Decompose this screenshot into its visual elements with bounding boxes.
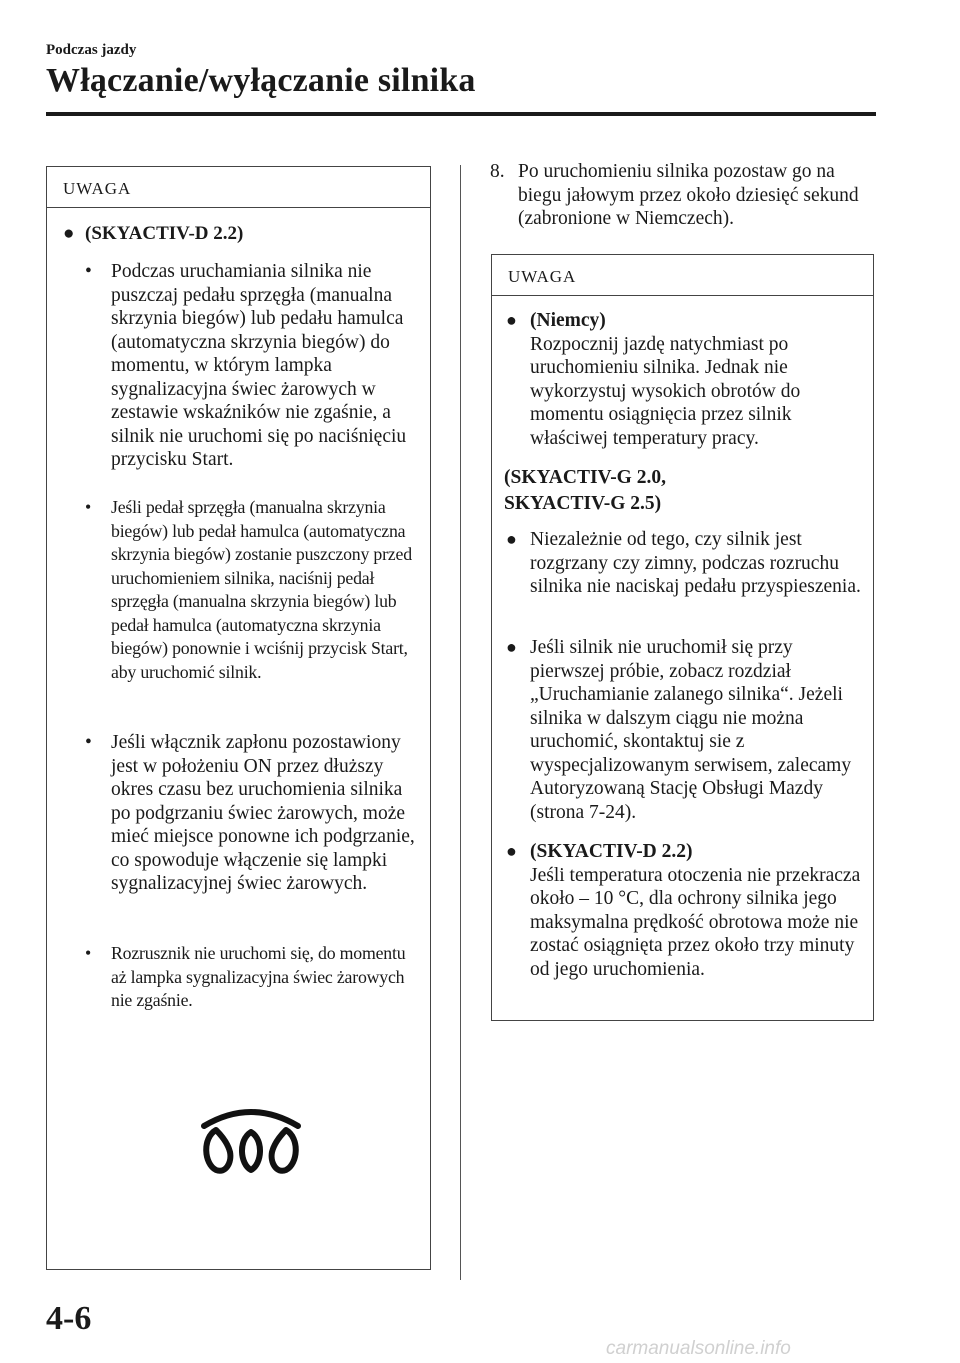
page-title: Włączanie/wyłączanie silnika: [46, 62, 476, 99]
sub-item: [85, 942, 425, 1013]
bullet-icon: ●: [506, 529, 517, 549]
bullet-icon: ●: [506, 841, 517, 861]
bullet-icon: •: [85, 497, 92, 517]
sub-item: [85, 731, 425, 896]
bullet-icon: •: [85, 943, 92, 963]
note-heading: UWAGA: [492, 255, 873, 296]
sub-item-text: Podczas uruchamiania silnika nie puszczaj pedału sprzęgła (manualna skrzynia biegów) lub pedału hamulca (automatyczna skrzynia biegów) do momentu, w którym lampka sygnalizacyjna świec żarowych w zestawie wskaźników nie zgaśnie, a silnik nie uruchomi się po naciśnięciu przycisku Start.: [111, 261, 407, 470]
gasoline-item: [506, 528, 871, 599]
gasoline-heading-line2: SKYACTIV-G 2.5): [504, 492, 662, 514]
item-title-text: (SKYACTIV-D 2.2): [85, 223, 244, 244]
gasoline-heading: [504, 466, 666, 515]
watermark: carmanualsonline.info: [606, 1338, 791, 1359]
diesel-text: Jeśli temperatura otoczenia nie przekracza około – 10 °C, dla ochrony silnika jego maksymalna prędkość obrotowa może nie zostać osiągnięta przez około trzy minuty od jego uruchomienia.: [530, 864, 861, 980]
note-item-title: [63, 222, 243, 246]
glow-plug-indicator-icon: [196, 1104, 306, 1184]
note-heading: UWAGA: [47, 167, 430, 208]
page-number: 4-6: [46, 1300, 92, 1337]
sub-item-text: Jeśli pedał sprzęgła (manualna skrzynia biegów) lub pedał hamulca (automatyczna skrzynia biegów) zostanie puszczony przed uruchomieniem silnika, naciśnij pedał sprzęgła (manualna skrzynia biegów) lub pedał hamulca (automatyczna skrzynia biegów) ponownie i wciśnij przycisk Start, aby uruchomić silnik.: [111, 497, 412, 682]
title-rule: [46, 112, 876, 116]
bullet-icon: ●: [506, 310, 517, 330]
germany-text: Rozpocznij jazdę natychmiast po uruchomieniu silnika. Jednak nie wykorzystuj wysokich obrotów do momentu osiągnięcia przez silnik właściwej temperatury pracy.: [530, 333, 801, 449]
column-divider: [460, 165, 461, 1280]
step-8: [490, 160, 880, 231]
diesel-title: (SKYACTIV-D 2.2): [530, 841, 693, 862]
bullet-icon: ●: [63, 223, 75, 244]
bullet-icon: •: [85, 732, 92, 753]
sub-item-text: Rozrusznik nie uruchomi się, do momentu aż lampka sygnalizacyjna świec żarowych nie zgaśnie.: [111, 943, 406, 1010]
gasoline-item-text: Jeśli silnik nie uruchomił się przy pierwszej próbie, zobacz rozdział „Uruchamianie zalanego silnika“. Jeżeli silnika w dalszym ciągu nie można uruchomić, skontaktuj sie z wyspecjalizowanym serwisem, zalecamy Autoryzowaną Stację Obsługi Mazdy (strona 7-24).: [530, 637, 852, 823]
germany-note: [506, 309, 871, 450]
right-note-box: [491, 254, 874, 1021]
section-label: Podczas jazdy: [46, 42, 137, 58]
gasoline-item-text: Niezależnie od tego, czy silnik jest rozgrzany czy zimny, podczas rozruchu silnika nie naciskaj pedału przyspieszenia.: [530, 529, 861, 597]
bullet-icon: ●: [506, 637, 517, 657]
germany-title: (Niemcy): [530, 310, 606, 331]
step-text: Po uruchomieniu silnika pozostaw go na biegu jałowym przez około dziesięć sekund (zabronione w Niemczech).: [518, 161, 859, 229]
bullet-icon: •: [85, 261, 92, 282]
gasoline-item: [506, 636, 871, 824]
sub-item: [85, 496, 425, 684]
step-number: 8.: [490, 161, 505, 182]
diesel-note: [506, 840, 871, 981]
sub-item-text: Jeśli włącznik zapłonu pozostawiony jest w położeniu ON przez dłuższy okres czasu bez uruchomienia silnika po podgrzaniu świec żarowych, może mieć miejsce ponowne ich podgrzanie, co spowoduje włączenie się lampki sygnalizacyjnej świec żarowych.: [111, 732, 415, 894]
gasoline-heading-line1: (SKYACTIV-G 2.0,: [504, 467, 666, 488]
sub-item: [85, 260, 425, 472]
